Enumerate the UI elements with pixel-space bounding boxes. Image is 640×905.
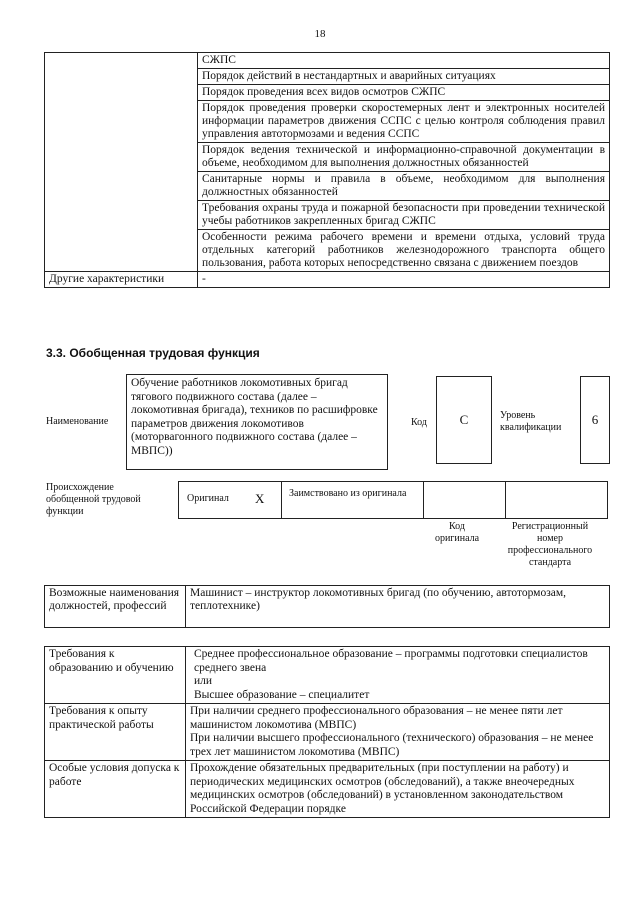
table-row <box>45 761 610 818</box>
code-label: Код <box>411 417 427 428</box>
table-row <box>45 53 610 69</box>
function-name: Обучение работников локомотивных бригад тягового подвижного состава (далее – локомотивная бригада), техников по расшифровке параметров движения локомотивов (моторвагонного подвижного состава (далее – МВПС)) <box>131 377 378 457</box>
table-cell: Порядок действий в нестандартных и аварийных ситуациях <box>198 69 610 85</box>
admission-value <box>186 761 610 818</box>
divider <box>505 482 506 518</box>
table-cell: Порядок проведения всех видов осмотров СЖПС <box>198 85 610 101</box>
level-label: Уровень квалификации <box>500 410 562 433</box>
requirements-table <box>44 646 610 818</box>
table-row <box>45 647 610 704</box>
experience-value <box>186 704 610 761</box>
level-value: 6 <box>591 412 599 427</box>
section-title: 3.3. Обобщенная трудовая функция <box>46 346 260 360</box>
origin-box <box>178 481 608 519</box>
code-box <box>436 376 492 464</box>
level-box <box>580 376 610 464</box>
positions-value: Машинист – инструктор локомотивных бригад (по обучению, автотормозам, теплотехнике) <box>186 586 610 628</box>
table-row <box>45 272 610 288</box>
page-number: 18 <box>314 28 326 40</box>
table-cell: Санитарные нормы и правила в объеме, необходимом для выполнения должностных обязанностей <box>198 172 610 201</box>
positions-label: Возможные наименования должностей, профессий <box>45 586 186 628</box>
positions-table <box>44 585 610 628</box>
table-cell: Особенности режима рабочего времени и времени отдыха, условий труда отдельных категорий работников железнодорожного транспорта общего пользования, работа которых непосредственно связана с движением поездов <box>198 230 610 272</box>
requirement-line: При наличии высшего профессионального (технического) образования – не менее трех лет машинистом локомотива (МВПС) <box>190 732 594 758</box>
requirement-line: Прохождение обязательных предварительных (при поступлении на работу) и периодических медицинских осмотров (обследований), а также внеочередных медицинских осмотров (обследований) в установленном законодательством Российской Федерации порядке <box>190 762 575 815</box>
knowledge-table <box>44 52 610 288</box>
name-label: Наименование <box>46 416 109 427</box>
origin-label: Происхождение обобщенной трудовой функции <box>46 482 141 517</box>
reg-number-caption: Регистрационный номер профессионального стандарта <box>507 521 593 568</box>
divider <box>281 482 282 518</box>
requirement-line: Высшее образование – специалитет <box>194 688 370 701</box>
table-row <box>45 704 610 761</box>
requirement-line: Среднее профессиональное образование – программы подготовки специалистов среднего звена <box>194 648 588 674</box>
table-cell: Требования охраны труда и пожарной безопасности при проведении технической учебы работников закрепленных бригад СЖПС <box>198 201 610 230</box>
table-cell: Порядок проведения проверки скоростемерных лент и электронных носителей информации параметров движения ССПС с целью контроля соблюдения правил управления автотормозами и ведения ССПС <box>198 101 610 143</box>
other-characteristics-value: - <box>198 272 610 288</box>
admission-label: Особые условия допуска к работе <box>45 761 186 818</box>
code-original-caption: Код оригинала <box>434 521 480 544</box>
function-name-box <box>126 374 388 470</box>
label-cell-empty <box>45 53 198 272</box>
table-cell: СЖПС <box>198 53 610 69</box>
original-label: Оригинал <box>187 493 229 504</box>
education-label: Требования к образованию и обучению <box>45 647 186 704</box>
code-value: C <box>459 412 469 427</box>
table-row <box>45 586 610 628</box>
experience-label: Требования к опыту практической работы <box>45 704 186 761</box>
borrowed-label: Заимствовано из оригинала <box>289 488 407 499</box>
table-cell: Порядок ведения технической и информационно-справочной документации в объеме, необходимом для выполнения должностных обязанностей <box>198 143 610 172</box>
original-mark: X <box>255 491 265 506</box>
requirement-line: или <box>194 675 213 687</box>
divider <box>423 482 424 518</box>
requirement-line: При наличии среднего профессионального образования – не менее пяти лет машинистом локомотива (МВПС) <box>190 705 563 731</box>
education-value <box>186 647 610 704</box>
other-characteristics-label: Другие характеристики <box>45 272 198 288</box>
